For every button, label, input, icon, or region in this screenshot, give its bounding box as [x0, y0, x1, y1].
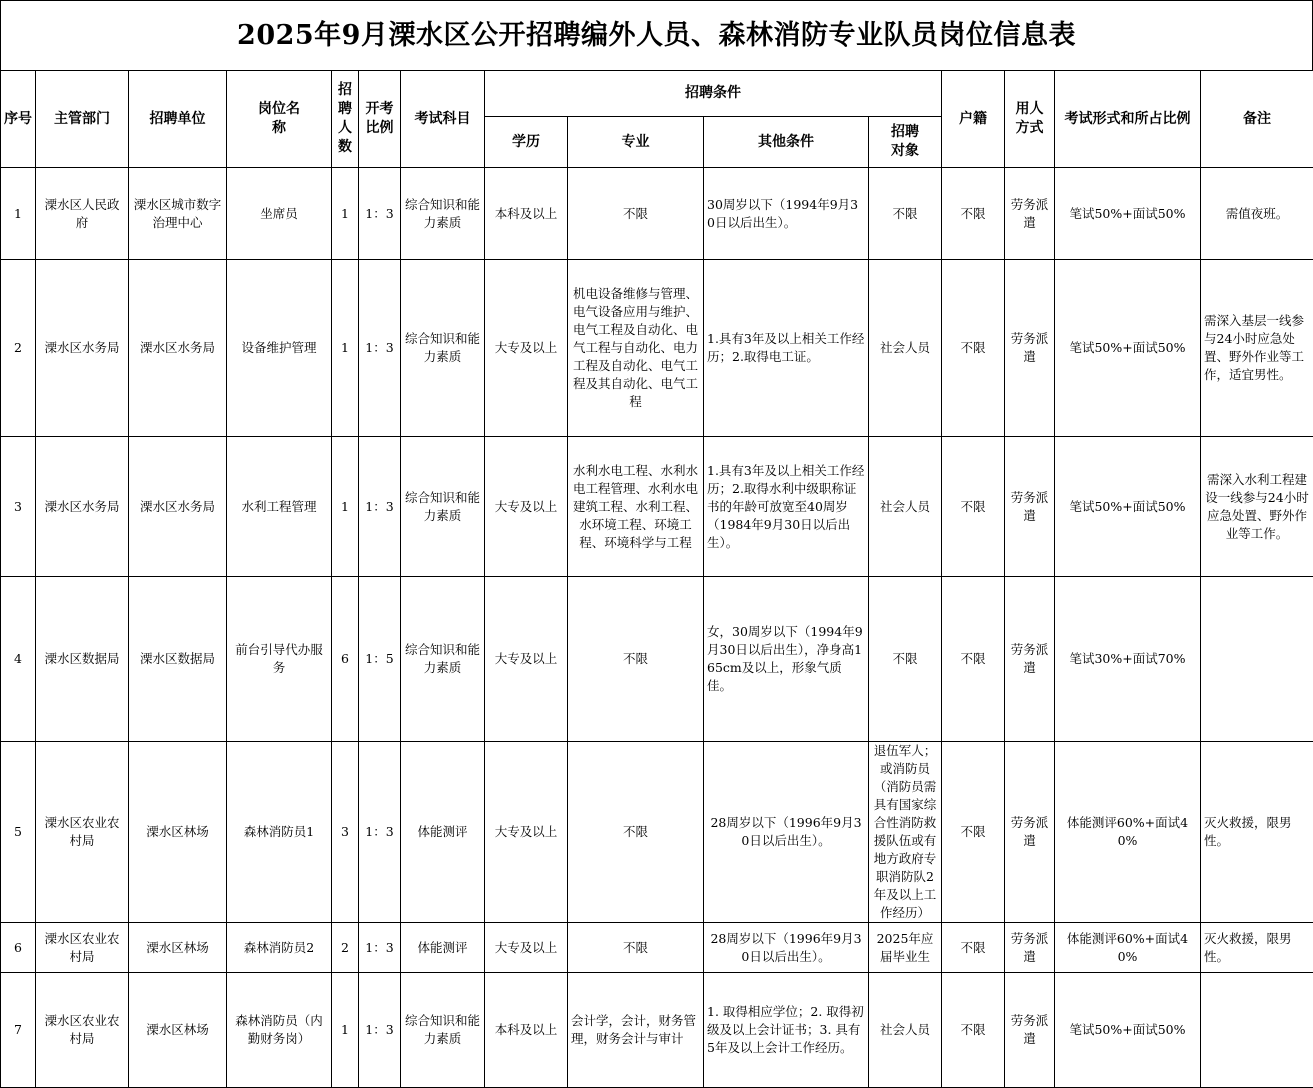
cell-target: 社会人员 — [869, 973, 942, 1088]
cell-other: 28周岁以下（1996年9月30日以后出生）。 — [704, 742, 869, 923]
cell-count: 2 — [332, 923, 359, 973]
cell-note — [1201, 577, 1313, 742]
cell-seq: 6 — [1, 923, 36, 973]
cell-note — [1201, 973, 1313, 1088]
cell-exam: 笔试30%+面试70% — [1055, 577, 1201, 742]
table-row — [1, 437, 1313, 577]
cell-employ: 劳务派遣 — [1005, 973, 1055, 1088]
cell-edu: 大专及以上 — [485, 742, 568, 923]
cell-post: 设备维护管理 — [227, 260, 332, 437]
cell-major: 水利水电工程、水利水电工程管理、水利水电建筑工程、水利工程、水环境工程、环境工程、环境科学与工程 — [568, 437, 704, 577]
cell-unit: 溧水区城市数字治理中心 — [129, 168, 227, 260]
cell-other: 28周岁以下（1996年9月30日以后出生）。 — [704, 923, 869, 973]
cell-dept: 溧水区水务局 — [36, 260, 129, 437]
cell-exam: 笔试50%+面试50% — [1055, 437, 1201, 577]
cell-other: 女，30周岁以下（1994年9月30日以后出生），净身高165cm及以上，形象气质佳。 — [704, 577, 869, 742]
cell-unit: 溧水区林场 — [129, 973, 227, 1088]
cell-other: 1.具有3年及以上相关工作经历；2.取得水利中级职称证书的年龄可放宽至40周岁（1984年9月30日以后出生）。 — [704, 437, 869, 577]
cell-seq: 3 — [1, 437, 36, 577]
header-major: 专业 — [568, 117, 704, 168]
cell-employ: 劳务派遣 — [1005, 742, 1055, 923]
header-edu: 学历 — [485, 117, 568, 168]
table-row — [1, 577, 1313, 742]
header-seq: 序号 — [1, 71, 36, 168]
cell-target: 2025年应届毕业生 — [869, 923, 942, 973]
cell-hukou: 不限 — [942, 973, 1005, 1088]
cell-edu: 大专及以上 — [485, 437, 568, 577]
header-other: 其他条件 — [704, 117, 869, 168]
cell-subject: 综合知识和能力素质 — [401, 437, 485, 577]
cell-major: 不限 — [568, 742, 704, 923]
cell-hukou: 不限 — [942, 168, 1005, 260]
cell-edu: 本科及以上 — [485, 168, 568, 260]
cell-dept: 溧水区人民政府 — [36, 168, 129, 260]
cell-hukou: 不限 — [942, 437, 1005, 577]
cell-seq: 5 — [1, 742, 36, 923]
header-unit: 招聘单位 — [129, 71, 227, 168]
cell-seq: 7 — [1, 973, 36, 1088]
cell-ratio: 1：3 — [359, 260, 401, 437]
cell-count: 1 — [332, 168, 359, 260]
cell-dept: 溧水区数据局 — [36, 577, 129, 742]
table-row — [1, 168, 1313, 260]
header-exam: 考试形式和所占比例 — [1055, 71, 1201, 168]
cell-dept: 溧水区农业农村局 — [36, 923, 129, 973]
header-post: 岗位名称 — [227, 71, 332, 168]
cell-note: 需深入基层一线参与24小时应急处置、野外作业等工作，适宜男性。 — [1201, 260, 1313, 437]
cell-count: 1 — [332, 437, 359, 577]
cell-ratio: 1：3 — [359, 742, 401, 923]
cell-dept: 溧水区农业农村局 — [36, 973, 129, 1088]
cell-target: 社会人员 — [869, 260, 942, 437]
cell-subject: 综合知识和能力素质 — [401, 260, 485, 437]
table-row — [1, 923, 1313, 973]
header-note: 备注 — [1201, 71, 1313, 168]
cell-major: 机电设备维修与管理、电气设备应用与维护、电气工程及自动化、电气工程与自动化、电力工程及自动化、电气工程及其自动化、电气工程 — [568, 260, 704, 437]
cell-subject: 体能测评 — [401, 742, 485, 923]
header-ratio: 开考比例 — [359, 71, 401, 168]
cell-ratio: 1：3 — [359, 437, 401, 577]
cell-major: 会计学，会计，财务管理，财务会计与审计 — [568, 973, 704, 1088]
header-subject: 考试科目 — [401, 71, 485, 168]
cell-target: 社会人员 — [869, 437, 942, 577]
cell-major: 不限 — [568, 168, 704, 260]
cell-target: 不限 — [869, 577, 942, 742]
cell-note: 需深入水利工程建设一线参与24小时应急处置、野外作业等工作。 — [1201, 437, 1313, 577]
header-target: 招聘对象 — [869, 117, 942, 168]
cell-target: 退伍军人；或消防员（消防员需具有国家综合性消防救援队伍或有地方政府专职消防队2年及以上工作经历） — [869, 742, 942, 923]
cell-edu: 大专及以上 — [485, 577, 568, 742]
cell-subject: 综合知识和能力素质 — [401, 577, 485, 742]
page-title: 2025年9月溧水区公开招聘编外人员、森林消防专业队员岗位信息表 — [0, 0, 1313, 70]
cell-ratio: 1：3 — [359, 168, 401, 260]
cell-exam: 笔试50%+面试50% — [1055, 168, 1201, 260]
cell-post: 坐席员 — [227, 168, 332, 260]
cell-hukou: 不限 — [942, 577, 1005, 742]
cell-unit: 溧水区水务局 — [129, 260, 227, 437]
cell-note: 灭火救援，限男性。 — [1201, 742, 1313, 923]
cell-major: 不限 — [568, 923, 704, 973]
table-row — [1, 260, 1313, 437]
cell-employ: 劳务派遣 — [1005, 168, 1055, 260]
cell-major: 不限 — [568, 577, 704, 742]
table-row — [1, 973, 1313, 1088]
cell-unit: 溧水区林场 — [129, 923, 227, 973]
cell-post: 森林消防员2 — [227, 923, 332, 973]
cell-seq: 1 — [1, 168, 36, 260]
header-dept: 主管部门 — [36, 71, 129, 168]
cell-hukou: 不限 — [942, 923, 1005, 973]
cell-subject: 综合知识和能力素质 — [401, 973, 485, 1088]
cell-exam: 笔试50%+面试50% — [1055, 973, 1201, 1088]
cell-edu: 本科及以上 — [485, 973, 568, 1088]
cell-seq: 2 — [1, 260, 36, 437]
cell-seq: 4 — [1, 577, 36, 742]
cell-count: 1 — [332, 260, 359, 437]
position-table — [0, 70, 1313, 1088]
cell-post: 水利工程管理 — [227, 437, 332, 577]
cell-note: 需值夜班。 — [1201, 168, 1313, 260]
cell-note: 灭火救援，限男性。 — [1201, 923, 1313, 973]
cell-exam: 笔试50%+面试50% — [1055, 260, 1201, 437]
cell-exam: 体能测评60%+面试40% — [1055, 923, 1201, 973]
cell-ratio: 1：3 — [359, 923, 401, 973]
cell-employ: 劳务派遣 — [1005, 437, 1055, 577]
cell-ratio: 1：5 — [359, 577, 401, 742]
cell-employ: 劳务派遣 — [1005, 260, 1055, 437]
cell-ratio: 1：3 — [359, 973, 401, 1088]
cell-unit: 溧水区水务局 — [129, 437, 227, 577]
cell-post: 森林消防员1 — [227, 742, 332, 923]
cell-subject: 综合知识和能力素质 — [401, 168, 485, 260]
cell-exam: 体能测评60%+面试40% — [1055, 742, 1201, 923]
cell-other: 1. 取得相应学位；2. 取得初级及以上会计证书；3. 具有5年及以上会计工作经历。 — [704, 973, 869, 1088]
cell-dept: 溧水区水务局 — [36, 437, 129, 577]
cell-unit: 溧水区数据局 — [129, 577, 227, 742]
cell-other: 30周岁以下（1994年9月30日以后出生）。 — [704, 168, 869, 260]
cell-dept: 溧水区农业农村局 — [36, 742, 129, 923]
cell-unit: 溧水区林场 — [129, 742, 227, 923]
cell-post: 森林消防员（内勤财务岗） — [227, 973, 332, 1088]
cell-other: 1.具有3年及以上相关工作经历；2.取得电工证。 — [704, 260, 869, 437]
cell-hukou: 不限 — [942, 742, 1005, 923]
cell-hukou: 不限 — [942, 260, 1005, 437]
cell-subject: 体能测评 — [401, 923, 485, 973]
header-conditions: 招聘条件 — [485, 71, 942, 117]
cell-count: 1 — [332, 973, 359, 1088]
header-employ: 用人方式 — [1005, 71, 1055, 168]
cell-target: 不限 — [869, 168, 942, 260]
header-hukou: 户籍 — [942, 71, 1005, 168]
cell-count: 3 — [332, 742, 359, 923]
cell-employ: 劳务派遣 — [1005, 923, 1055, 973]
cell-post: 前台引导代办服务 — [227, 577, 332, 742]
cell-edu: 大专及以上 — [485, 923, 568, 973]
cell-count: 6 — [332, 577, 359, 742]
cell-edu: 大专及以上 — [485, 260, 568, 437]
cell-employ: 劳务派遣 — [1005, 577, 1055, 742]
table-row — [1, 742, 1313, 923]
header-count: 招聘人数 — [332, 71, 359, 168]
